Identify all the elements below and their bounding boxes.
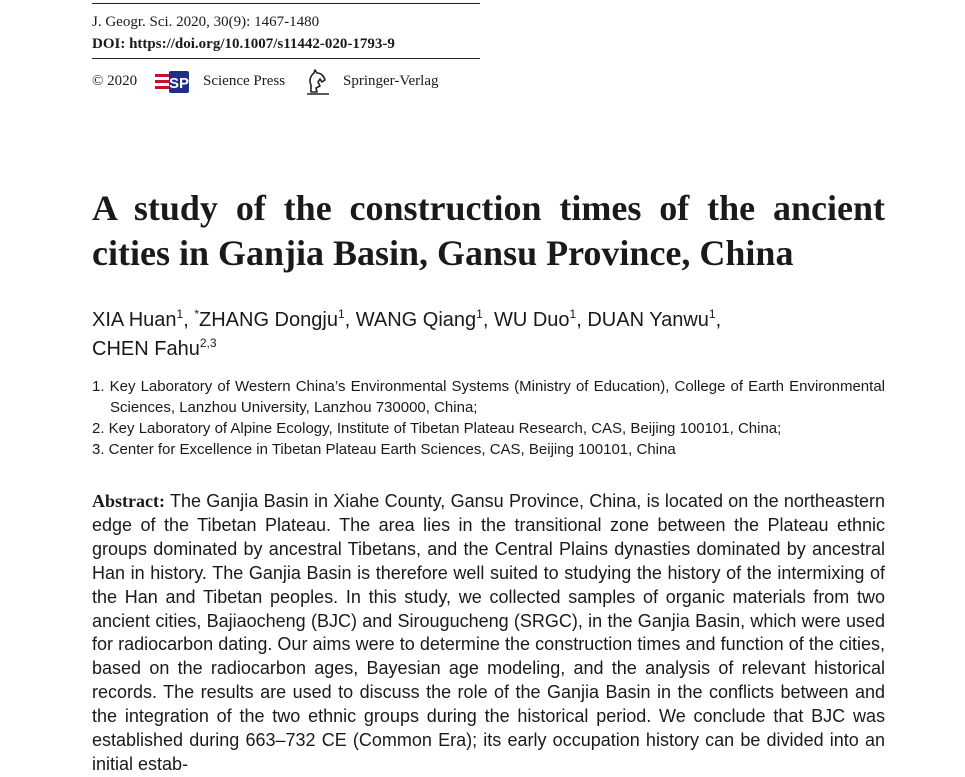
paper-title: A study of the construction times of the ancient cities in Ganjia Basin, Gansu Province, China — [92, 188, 885, 273]
author-list — [92, 306, 885, 364]
author-affiliation-number: 1 — [569, 307, 577, 321]
author-entry — [92, 338, 217, 360]
abstract-label: Abstract: — [92, 491, 165, 511]
copyright-notice: © 2020 — [92, 73, 138, 89]
journal-citation: J. Geogr. Sci. 2020, 30(9): 1467-1480 — [92, 14, 320, 30]
author-entry — [494, 309, 587, 331]
affiliation-item: 3. Center for Excellence in Tibetan Plateau Earth Sciences, CAS, Beijing 100101, China — [92, 441, 676, 458]
publisher-springer-verlag: Springer-Verlag — [343, 73, 439, 89]
springer-horse-logo-icon — [305, 68, 331, 101]
author-name: WANG Qiang — [355, 309, 477, 331]
author-separator: , — [344, 309, 356, 331]
author-affiliation-number: 1 — [476, 307, 483, 321]
author-entry — [587, 309, 721, 331]
corresponding-author-mark: * — [194, 307, 199, 321]
author-name: ZHANG Dongju — [199, 309, 338, 331]
author-name: WU Duo — [493, 309, 570, 331]
science-press-logo-text: SP — [168, 75, 190, 92]
science-press-logo-icon — [155, 70, 191, 99]
author-separator: , — [715, 309, 722, 331]
author-separator: , — [183, 309, 195, 331]
author-separator: , — [482, 309, 494, 331]
author-affiliation-number: 2,3 — [199, 336, 217, 350]
author-affiliation-number: 1 — [708, 307, 716, 321]
author-name: CHEN Fahu — [92, 338, 200, 360]
author-affiliation-number: 1 — [176, 307, 184, 321]
affiliation-item: 1. Key Laboratory of Western China’s Environmental Systems (Ministry of Education), College of Earth Environmental Sciences, Lanzhou University, Lanzhou 730000, China; — [92, 378, 885, 416]
header-top-rule — [92, 3, 480, 4]
author-name: XIA Huan — [92, 309, 177, 331]
abstract — [92, 490, 885, 777]
publisher-science-press: Science Press — [203, 73, 286, 89]
publisher-line — [92, 68, 480, 98]
author-entry — [92, 309, 194, 331]
author-separator: , — [576, 309, 588, 331]
author-name: DUAN Yanwu — [587, 309, 709, 331]
header-bottom-rule — [92, 58, 480, 59]
affiliation-item: 2. Key Laboratory of Alpine Ecology, Institute of Tibetan Plateau Research, CAS, Beijing 100101, China; — [92, 420, 782, 437]
author-entry — [194, 309, 355, 331]
doi-link[interactable]: DOI: https://doi.org/10.1007/s11442-020-1793-9 — [92, 36, 395, 52]
author-entry — [356, 309, 494, 331]
abstract-text: The Ganjia Basin in Xiahe County, Gansu Province, China, is located on the northeastern edge of the Tibetan Plateau. The area lies in the transitional zone between the Plateau ethnic groups dominated by ancestral Tibetans, and the Central Plains dynasties dominated by ancestral Han in history. The Ganjia Basin is therefore well suited to studying the history of the intermixing of the Han and Tibetan peoples. In this study, we collected samples of organic materials from two ancient cities, Bajiaocheng (BJC) and Sirougucheng (SRGC), in the Ganjia Basin, which were used for radiocarbon dating. Our aims were to determine the construction times and function of the cities, based on the radiocarbon ages, Bayesian age modeling, and the analysis of relevant historical records. The results are used to discuss the role of the Ganjia Basin in the conflicts between and the integration of the two ethnic groups during the historical period. We conclude that BJC was established during 663–732 CE (Common Era); its early occupation history can be divided into an initial estab- — [92, 491, 885, 774]
affiliation-list — [92, 376, 885, 460]
author-affiliation-number: 1 — [337, 307, 345, 321]
